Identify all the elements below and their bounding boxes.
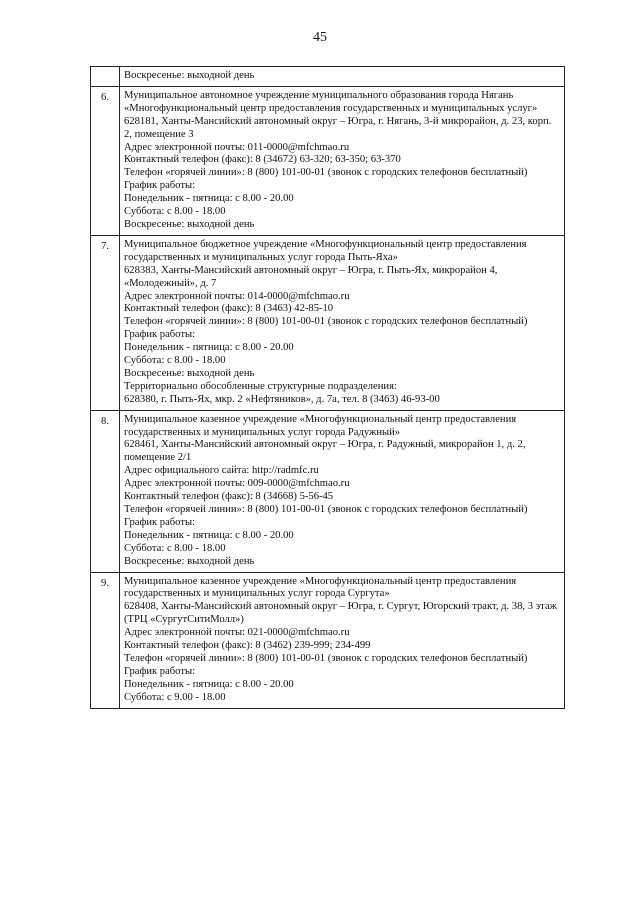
row-text-line: Суббота: с 8.00 - 18.00 [124,355,226,367]
row-text-line: 628380, г. Пыть-Ях, мкр. 2 «Нефтяников», д. 7а, тел. 8 (3463) 46-93-00 [124,393,440,405]
row-number: 9. [91,572,120,708]
row-text-line: Понедельник - пятница: с 8.00 - 20.00 [124,193,294,205]
row-text-line: Воскресенье: выходной день [124,70,255,81]
row-number: 7. [91,235,120,410]
row-text-line: Суббота: с 8.00 - 18.00 [124,206,226,218]
row-text-line: Контактный телефон (факс): 8 (34672) 63-320; 63-350; 63-370 [124,154,401,166]
row-text-line: Воскресенье: выходной день [124,555,255,567]
row-text-line: Суббота: с 9.00 - 18.00 [124,691,226,703]
row-content [120,67,565,87]
row-text-line: Понедельник - пятница: с 8.00 - 20.00 [124,529,294,541]
mfc-contacts-table [90,66,565,709]
row-text-line: Воскресенье: выходной день [124,218,255,230]
row-text-line: 628383, Ханты-Мансийский автономный округ – Югра, г. Пыть-Ях, микрорайон 4, «Молодежный», д. 7 [124,264,498,289]
row-text-line: Муниципальное казенное учреждение «Многофункциональный центр предоставления государственных и муниципальных услуг города Сургута» [124,575,517,600]
row-text-line: График работы: [124,329,196,341]
row-text-line: Контактный телефон (факс): 8 (3462) 239-999; 234-499 [124,640,371,652]
row-text-line: Понедельник - пятница: с 8.00 - 20.00 [124,342,294,354]
row-text-line: Воскресенье: выходной день [124,367,255,379]
table-row [91,67,565,87]
row-text-line: Контактный телефон (факс): 8 (34668) 5-56-45 [124,491,334,503]
row-text-line: Адрес электронной почты: 009-0000@mfchmao.ru [124,478,350,490]
row-text-line: График работы: [124,180,196,192]
row-number: 6. [91,86,120,235]
row-content [120,410,565,572]
row-text-line: Телефон «горячей линии»: 8 (800) 101-00-01 (звонок с городских телефонов бесплатный) [124,504,528,515]
row-text-line: Телефон «горячей линии»: 8 (800) 101-00-01 (звонок с городских телефонов бесплатный) [124,316,528,328]
row-text-line: График работы: [124,665,196,677]
row-text-line: Понедельник - пятница: с 8.00 - 20.00 [124,678,294,690]
row-text-line: Муниципальное автономное учреждение муниципального образования города Нягань «Многофункциональный центр предоставления государственных и муниципальных услуг» [124,89,538,114]
table-row [91,235,565,410]
row-text-line: Адрес электронной почты: 021-0000@mfchmao.ru [124,627,350,639]
row-text-line: 628181, Ханты-Мансийский автономный округ – Югра, г. Нягань, 3-й микрорайон, д. 23, корп. 2, помещение 3 [124,115,552,140]
page-number: 45 [313,30,327,45]
row-content [120,235,565,410]
row-text-line: Адрес официального сайта: http://radmfc.ru [124,465,319,477]
row-content [120,86,565,235]
table-row [91,572,565,708]
table-row [91,86,565,235]
row-text-line: Адрес электронной почты: 011-0000@mfchmao.ru [124,141,350,153]
row-text-line: 628461, Ханты-Мансийский автономный округ – Югра, г. Радужный, микрорайон 1, д. 2, помещение 2/1 [124,439,526,464]
row-text-line: Муниципальное казенное учреждение «Многофункциональный центр предоставления государственных и муниципальных услуг города Радужный» [124,413,517,438]
row-text-line: Территориально обособленные структурные подразделения: [124,380,397,392]
row-text-line: Адрес электронной почты: 014-0000@mfchmao.ru [124,290,350,302]
row-text-line: График работы: [124,516,196,528]
row-number: 8. [91,410,120,572]
table-row [91,410,565,572]
row-text-line: Суббота: с 8.00 - 18.00 [124,542,226,554]
row-text-line: Телефон «горячей линии»: 8 (800) 101-00-01 (звонок с городских телефонов бесплатный) [124,652,528,664]
table-body [91,67,565,709]
row-text-line: Контактный телефон (факс): 8 (3463) 42-85-10 [124,303,334,315]
row-text-line: Муниципальное бюджетное учреждение «Многофункциональный центр предоставления государственных и муниципальных услуг города Пыть-Яха» [124,238,527,263]
row-text-line: 628408, Ханты-Мансийский автономный округ – Югра, г. Сургут, Югорский тракт, д. 38, 3 этаж (ТРЦ «СургутСитиМолл») [124,601,557,626]
row-number [91,67,120,87]
row-content [120,572,565,708]
row-text-line: Телефон «горячей линии»: 8 (800) 101-00-01 (звонок с городских телефонов бесплатный) [124,167,528,179]
